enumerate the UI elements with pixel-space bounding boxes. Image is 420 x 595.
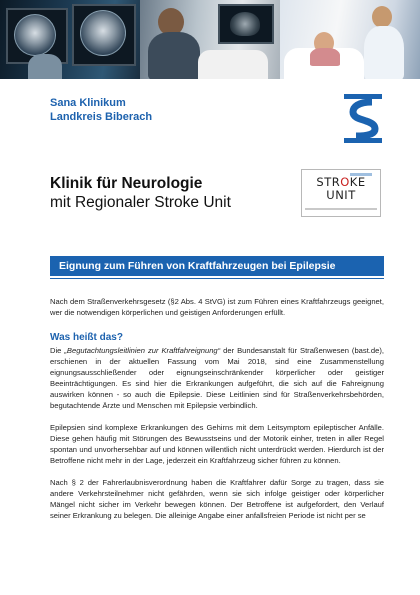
stroke-unit-logo-line2: UNIT xyxy=(326,188,356,202)
paragraph-driving-license: Nach § 2 der Fahrerlaubnisverordnung haben die Kraftfahrer dafür Sorge zu tragen, dass sie andere Verkehrsteilnehmer nicht gefährden, wenn sie sich infolge geistiger oder körperlicher Mängel nicht sicher im Verkehr bewegen können. Der Betroffene ist aufgefordert, den Verlauf seiner Erkrankung zu belegen. Die alleinige Angabe einer anfallsfreien Periode ist nicht per se xyxy=(50,478,384,520)
page-title-block xyxy=(50,174,231,212)
stroke-unit-fine-print xyxy=(305,208,377,210)
paragraph-epilepsy: Epilepsien sind komplexe Erkrankungen des Gehirns mit dem Leitsymptom epileptischer Anfälle. Diese gehen häufig mit Störungen des Bewusstseins und der Motorik einher, treten in aller Regel spontan und unvorhersehbar auf und können willentlich nicht unterdrückt werden. Hierdurch ist der Betroffene nicht mehr in der Lage, jederzeit ein Kraftfahrzeug sicher führen zu können. xyxy=(50,423,384,465)
banner-photo-ultrasound xyxy=(140,0,280,79)
intro-paragraph: Nach dem Straßenverkehrsgesetz (§2 Abs. 4 StVG) ist zum Führen eines Kraftfahrzeugs geeignet, wer die notwendigen körperlichen und geistigen Anforderungen erfüllt. xyxy=(50,297,384,317)
clinic-name-line2: Landkreis Biberach xyxy=(50,111,153,123)
photo-banner xyxy=(0,0,420,79)
banner-photo-mri xyxy=(0,0,140,79)
section-heading: Was heißt das? xyxy=(50,332,123,343)
clinic-name-line1: Sana Klinikum xyxy=(50,97,126,109)
stroke-unit-logo-line1: STROKE xyxy=(316,175,366,189)
clinic-name xyxy=(50,96,152,124)
sana-logo-icon xyxy=(344,90,382,146)
guidelines-title: „Begutachtungsleitlinien zur Kraftfahreignung“ xyxy=(64,346,221,355)
page-subtitle: mit Regionaler Stroke Unit xyxy=(50,194,231,211)
stroke-unit-logo xyxy=(301,169,381,217)
document-body xyxy=(50,296,384,521)
topic-bar: Eignung zum Führen von Kraftfahrzeugen bei Epilepsie xyxy=(50,256,384,276)
topic-divider xyxy=(50,278,384,279)
page-title: Klinik für Neurologie xyxy=(50,175,203,192)
banner-photo-patient-care xyxy=(280,0,420,79)
paragraph-guidelines: Die „Begutachtungsleitlinien zur Kraftfahreignung“ der Bundesanstalt für Straßenwesen (bast.de), erschienen in der aktuellen Fassung vom Mai 2018, sind eine Zusammenstellung eignungsausschließender oder eignungseinschränkender körperlicher oder geistiger Beeinträchtigungen. Es sind hier die Erkrankungen aufgeführt, die sich auf die Fahreignung auswirken können - so auch die Epilepsie. Diese Leitlinien sind für Straßenverkehrsbehörden, begutachtende Ärzte und Menschen mit Epilepsie verbindlich. xyxy=(50,346,385,410)
